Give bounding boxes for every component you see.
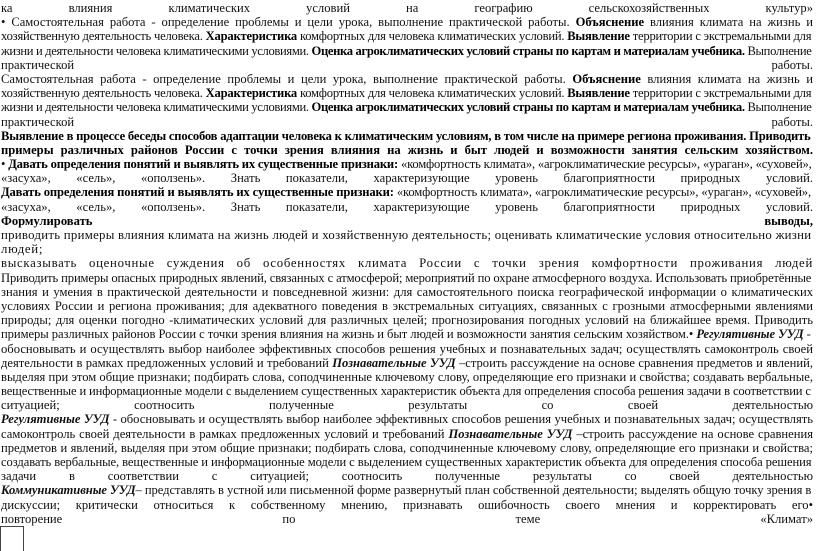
text-line [1, 384, 813, 398]
text-line [1, 143, 813, 157]
empty-frame [0, 526, 24, 551]
text-line [1, 356, 813, 370]
text-line [1, 200, 813, 214]
text-segment: –строить рассуждение на основе сравнения предметов и явлений, [455, 355, 814, 370]
text-segment: жизни и деятельности человека климатическими условиями. [1, 100, 312, 115]
text-segment: комфортных для человека климатических условий. [297, 29, 568, 44]
text-line [1, 498, 813, 512]
text-line [1, 398, 813, 412]
text-segment: «комфортность климата», «агроклиматические ресурсы», «ураган», «суховей», [393, 185, 811, 200]
text-line [1, 1, 813, 15]
text-line [1, 157, 813, 171]
text-segment: ка влияния климатических условий на географию сельскохозяйственных культур» [1, 1, 813, 15]
text-segment: • [1, 157, 9, 172]
text-segment: Характеристика [205, 29, 298, 44]
text-line [1, 271, 813, 285]
text-segment: «засуха», «сель», «оползень». Знать показатели, характеризующие уровень благоприятности природных условий. [1, 171, 813, 186]
text-segment: примеры различных районов России с точки зрения влияния на жизнь и быт людей и возможности занятия сельским хозяйством.• [1, 327, 697, 342]
text-line [1, 58, 813, 72]
text-segment: Характеристика [205, 86, 298, 101]
text-segment: самоконтроль своей деятельности в рамках предложенных условий и требований [1, 426, 449, 441]
text-segment: повторение по теме «Климат» [1, 511, 813, 526]
text-segment: хозяйственную деятельность человека. [1, 29, 206, 44]
text-segment: предметов и явлений, выделяя при этом общие признаки; подбирать слова, соподчиненные ключевому слову, определяющие его признаки и свойства; [1, 440, 813, 455]
text-segment: практической работы. [1, 57, 813, 72]
text-segment: Выполнение [744, 43, 812, 58]
text-line [1, 115, 813, 129]
text-line [1, 441, 813, 455]
text-segment: примеры различных районов России с точки зрения влияния на жизнь и быт людей и возможности занятия сельским хозяйством. [1, 142, 813, 157]
text-line [1, 427, 813, 441]
text-segment: территории с экстремальными для [629, 29, 812, 44]
emphasis-term: Познавательные УУД [332, 355, 456, 370]
text-segment: Давать определения понятий и выявлять их существенные признаки: [1, 185, 394, 200]
emphasis-term: Регулятивные УУД [696, 327, 804, 342]
text-line [1, 342, 813, 356]
text-segment: «комфортность климата», «агроклиматические ресурсы», «ураган», «суховей», [398, 157, 812, 172]
text-line [1, 15, 813, 29]
text-segment: Выявление [567, 29, 630, 44]
text-segment: Оценка агроклиматических условий страны по картам и материалам учебника. [311, 100, 745, 115]
text-line [1, 185, 813, 199]
text-segment: людей; [1, 242, 44, 257]
text-segment: • Самостоятельная работа - определение проблемы и цели урока, выполнение практической работы. [1, 15, 576, 30]
text-line [1, 171, 813, 185]
text-segment: «засуха», «сель», «оползень». Знать показатели, характеризующие уровень благоприятности природных условий. [1, 199, 813, 214]
text-segment: выделяя при этом общие признаки; подбирать слова, соподчиненные ключевому слову, определяющие его признаки и свойства; создавать вербальные, [1, 369, 813, 384]
text-segment: деятельности в рамках предложенных условий и требований [1, 355, 333, 370]
text-line [1, 29, 813, 43]
text-line [1, 412, 813, 426]
text-segment: обосновывать и осуществлять выбор наиболее эффективных способов решения учебных и познавательных задач; осуществлять самоконтроль своей [1, 341, 813, 356]
text-line [1, 483, 813, 497]
text-segment: Формулировать выводы, [1, 213, 813, 228]
text-line [1, 469, 813, 483]
text-segment: практической работы. [1, 114, 813, 129]
text-segment: жизни и деятельности человека климатическими условиями. [1, 43, 312, 58]
text-segment: Объяснение [572, 71, 641, 86]
text-segment: территории с экстремальными для [629, 86, 812, 101]
text-segment: ситуацией; соотносить полученные результаты со своей деятельностью [1, 398, 813, 413]
text-segment: Выполнение [744, 100, 812, 115]
text-line [1, 512, 813, 526]
text-segment: комфортных для человека климатических условий. [297, 86, 568, 101]
text-segment: приводить примеры влияния климата на жизнь людей и хозяйственную деятельность; оценивать климатические условия относительно жизни [1, 228, 812, 242]
text-segment: Приводить примеры опасных природных явлений, связанных с атмосферой; мероприятий по охране атмосферного воздуха. Использовать приобретённые [1, 270, 812, 285]
emphasis-term: Регулятивные УУД [1, 412, 110, 427]
text-segment: Выявление [567, 86, 630, 101]
text-segment: Объяснение [575, 15, 645, 30]
text-line [1, 327, 813, 341]
text-segment: Самостоятельная работа - определение проблемы и цели урока, выполнение практической работы. [1, 71, 573, 86]
text-segment: хозяйственную деятельность человека. [1, 86, 206, 101]
text-segment: высказывать оценочные суждения об особенностях климата России с точки зрения комфортности проживания людей [1, 256, 813, 271]
text-segment: дискуссии; критически относиться к собственному мнению, признавать ошибочность своего мнения и корректировать его• [1, 497, 813, 512]
text-line [1, 129, 813, 143]
text-segment: условиях России и региона проживания; для адекватного поведения в экстремальных ситуациях, связанных с грозными атмосферными явлениями [1, 298, 813, 313]
text-segment: знания и умения в практической деятельности и повседневной жизни: для самостоятельного поиска географической информации о климатических [1, 284, 813, 299]
text-segment: задачи в соответствии с ситуацией; соотносить полученные результаты со своей деятельностью [1, 469, 813, 484]
text-line [1, 370, 813, 384]
text-line [1, 285, 813, 299]
text-segment: вещественные и информационные модели с выделением существенных характеристик объекта для определения способа решения задачи в соответствии с [1, 384, 811, 399]
text-line [1, 455, 813, 469]
text-line [1, 86, 813, 100]
text-segment: – представлять в устной или письменной форме развернутый план собственной деятельности; выделять общую точку зрения в [135, 483, 812, 498]
text-segment: Выявление в процессе беседы способов адаптации человека к климатическим условиям, в том числе на примере региона проживания. Приводить [1, 128, 811, 143]
text-line [1, 214, 813, 228]
text-segment: –строить рассуждение на основе сравнения [572, 426, 814, 441]
text-line [1, 299, 813, 313]
text-segment: влияния климата на жизнь и [644, 15, 814, 30]
emphasis-term: Познавательные УУД [448, 426, 573, 441]
text-segment: создавать вербальные, вещественные и информационные модели с выделением существенных характеристик объекта для определения способа решения [1, 455, 812, 469]
text-segment: - [803, 327, 811, 342]
text-segment: природы; для оценки погодно -климатических условий для различных целей; прогнозирования погодных условий на ближайшее время. Приводить [1, 313, 813, 328]
document-body [1, 1, 813, 526]
text-segment: влияния климата на жизнь и [640, 71, 813, 86]
text-line [1, 100, 813, 114]
text-segment: Оценка агроклиматических условий страны по картам и материалам учебника. [311, 43, 745, 58]
text-line [1, 313, 813, 327]
text-line [1, 242, 813, 256]
text-segment: - обосновывать и осуществлять выбор наиболее эффективных способов решения учебных и познавательных задач; осуществлять [109, 412, 813, 427]
text-line [1, 256, 813, 270]
emphasis-term: Коммуникативные УУД [1, 483, 136, 498]
text-line [1, 44, 813, 58]
text-line [1, 228, 813, 242]
text-line [1, 72, 813, 86]
text-segment: Давать определения понятий и выявлять их существенные признаки: [8, 157, 398, 172]
